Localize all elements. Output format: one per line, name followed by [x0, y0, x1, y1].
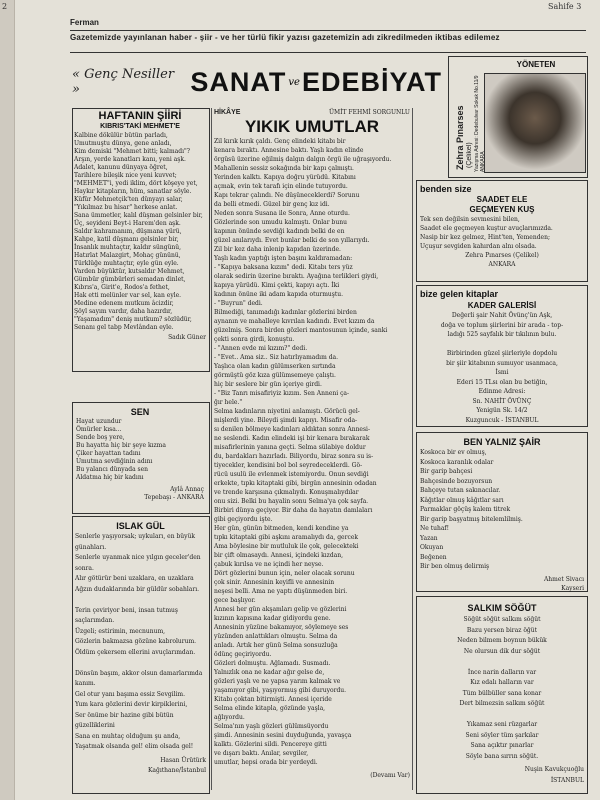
text-line: Ne tuhaf!: [420, 525, 450, 532]
banner-ve: ve: [288, 76, 300, 88]
text-line: Uçuşur sevgiden kahırdan alnı olsada.: [420, 243, 537, 250]
text-line: du, bardakları hazırladı. Biliyordu, biraz sonra su is-: [214, 453, 374, 460]
text-line: Küfür Mehmetçik'ten dünyayı salar,: [74, 196, 183, 203]
text-line: Annesi her gün akşamları gelip ve gözlerini: [214, 606, 347, 613]
text-line: kızının kapısına kadar gidiyordu gene.: [214, 615, 331, 622]
text-line: Tarihlere bileşik nice yeni kuvvet;: [74, 172, 177, 179]
text-line: Şöyl sayım vardır, daha hazırdır,: [74, 308, 173, 315]
text-line: Yazan: [420, 534, 438, 542]
text-line: Kâğıtlar olmuş kâğıtlar sarı: [420, 496, 504, 504]
text-line: Koskoca karanlık odalar: [420, 458, 494, 466]
text-line: Ser önüme bir hazine gibi bütün: [75, 711, 174, 719]
text-line: Seni söyler tüm şarkılar: [465, 731, 539, 739]
islak-lines: [75, 532, 206, 753]
page-number: Sahife 3: [548, 2, 582, 11]
haftanin-siiri: [74, 110, 206, 368]
banner-title-edebiyat: EDEBİYAT: [301, 66, 442, 97]
banner-title-sanat: SANAT: [190, 66, 287, 97]
text-line: tiyecekler, kendisini bol bol seyredeceklerdi. Gö-: [214, 462, 363, 469]
text-line: sı denilen bölmeye kadınları aldıktan sonra Annesi-: [214, 426, 371, 433]
text-line: Annesinin yüzüne bakamıyor, söylemeye ses: [214, 624, 349, 631]
text-line: Sende boş yere,: [76, 434, 125, 441]
text-line: da belli etmedi. Güzel bir genç kız idi.: [214, 201, 330, 208]
text-line: Ağzın dudaklarında bir güldür sobahları.: [75, 585, 200, 593]
text-line: Gel otur yanı başıma essiz Sevgilim.: [75, 690, 186, 698]
text-line: gibi geçiyordu işte.: [214, 516, 273, 523]
text-line: Yum kara gözlerini devir kirpiklerini,: [75, 701, 188, 708]
text-line: Sn. NAHİT ÖVÜNÇ: [472, 397, 532, 405]
text-line: Medine edenem mutkum âcizdir,: [74, 300, 174, 307]
text-line: ve trende karşısına çıkmalıydı. Konuşmalıydılar: [214, 489, 359, 496]
sen-title: SEN: [130, 407, 150, 417]
text-line: [75, 658, 206, 669]
haftanin-lines: [74, 132, 206, 332]
text-line: Bahçesinde bozuyorsun: [420, 477, 493, 485]
text-line: hiç bir seslere bir gün içeriye girdi.: [214, 381, 322, 388]
text-line: tıpkı kitaptaki gibi aşkını aramalıydı da, gercek: [214, 534, 359, 541]
text-line: Umutmuştu dünya, gene anladı,: [74, 140, 172, 147]
text-line: kadının önüne iki adam kapıda oturmuştu.: [214, 291, 344, 298]
text-line: yaşamıyor gibi, yaşıyormuş gibi duruyordu.: [214, 687, 347, 694]
text-line: Ne olursun dik dur söğüt: [463, 647, 541, 655]
text-line: Senlerle yaşıyorsak; uykuları, en büyük: [75, 533, 196, 540]
text-line: Umutma sevdiğinin adını: [76, 458, 153, 465]
text-line: sonra.: [75, 564, 94, 572]
text-line: Sana açıktır pınarlar: [470, 742, 534, 749]
text-line: Bu hayatta hiç bir şeye kızma: [76, 442, 166, 449]
salkim-sogut: [420, 602, 584, 790]
text-line: Gözlerin bakmazsa gözüne kabrolurum.: [75, 638, 197, 645]
text-line: Gözlerinde son umudu kalmıştı. Onlar bunu: [214, 219, 347, 226]
text-line: Yenigün Sk. 14/2: [476, 407, 528, 414]
previous-page-edge: [0, 0, 15, 800]
text-line: Parmaklar göçüş kalem titrek: [420, 506, 511, 513]
text-line: ne seslendi. Kadın elindeki işi bir kenara bırakarak: [214, 435, 370, 442]
salkim-lines: [420, 615, 584, 762]
hikaye-lines: [214, 137, 410, 767]
column-rule-left: [211, 108, 212, 790]
text-line: kalktı. Gözlerini sildi. Pencereye gitti: [214, 741, 327, 748]
text-line: Adalet, kanunu dünyaya öğret,: [74, 164, 168, 171]
text-line: Arşın, yerde kanatları kanı, yeni aşk.: [74, 156, 186, 163]
haftanin-subtitle: KIBRIS'TAKİ MEHMET'E: [100, 123, 180, 130]
benden-title: benden size: [420, 184, 472, 194]
header: [70, 18, 586, 42]
banner-subtitle: « Genç Nesiller »: [72, 67, 175, 97]
column-rule-right: [412, 108, 413, 790]
text-line: İsmi: [495, 369, 509, 376]
text-line: Yerinden kalktı. Kapıya doğru yürüdü. Kitabını: [214, 174, 356, 181]
text-line: Gözleri dolmuştu. Ağlamadı. Susmadı.: [214, 660, 331, 667]
text-line: Kız edalı halların var: [470, 679, 534, 686]
text-line: doğa ve toplum şiirlerini bir arada - top-: [440, 321, 564, 329]
text-line: Haykır kitapların, hüm, sanatlar söyle.: [74, 188, 192, 195]
text-line: umutlar, hepsi orada bir yerdeydi.: [214, 759, 318, 766]
text-line: Yalnızlık ona ne kadar ağır gelse de,: [214, 669, 325, 676]
text-line: İnce narin dalların var: [467, 668, 537, 676]
yalniz-author: Ahmet Sivacı: [543, 575, 584, 583]
islak-author: Hasan Ürütürk: [160, 756, 206, 764]
text-line: Yaşlıca olan kadın gülümserken sırtında: [214, 363, 336, 370]
text-line: erkekte, tıpkı kitaptaki gibi, birgün annesinin odadan: [214, 480, 377, 487]
text-line: Senlerle uyanmak nice yılgın geceler'den: [75, 554, 201, 561]
text-line: İnsanlık muhtaçtır, kaldır süngünü,: [74, 244, 182, 251]
text-line: Üç, seyideni Beyt-i Harem'den aşk.: [74, 220, 181, 227]
text-line: Kuzguncuk - İSTANBUL: [465, 416, 539, 424]
text-line: bir şiir kitabının sumuyor usanmaca,: [446, 359, 558, 367]
text-line: Okuyan: [420, 544, 444, 551]
sen-poem: [76, 406, 204, 510]
text-line: - "Biz Tanrı misafiriyiz kızım. Sen Anneni ça-: [214, 390, 350, 397]
text-line: - "Evet.. Ama siz.. Siz hatırlıyamadım da.: [214, 354, 339, 361]
text-line: Neden bilmem boynun bükük: [457, 637, 547, 644]
islak-gul-poem: [75, 520, 206, 790]
text-line: kapının önünde sevdiği kadındı belki de en: [214, 228, 345, 235]
text-line: Zil bir kez daha inlenip kapıdan üzerinde.: [214, 246, 341, 253]
text-line: Bir ben olmuş delirmiş: [420, 563, 490, 570]
text-line: ğır hele.": [214, 399, 243, 406]
text-line: mişlerdi yine. Bileydi şimdi kapıyı. Misafir oda-: [214, 417, 358, 424]
text-line: Üzgeli; estirimin, mecnunum,: [75, 627, 166, 635]
text-line: güzel anılarıydı. Evet bunlar belki de son yıllarıydı.: [214, 237, 370, 244]
text-line: örgüsü üzerine eğilmiş dalgın dalgın örgü ile uğraşıyordu.: [214, 156, 392, 163]
text-line: Kalbine dökülür bütün parladı,: [74, 132, 168, 139]
text-line: rücü usulü ile evlenmek istemiyordu. Onun sevdiği: [214, 471, 369, 478]
kitaplar-subtitle: KADER GALERİSİ: [467, 301, 537, 310]
text-line: Söğüt söğüt salkım söğüt: [463, 616, 541, 623]
text-line: Gümbür gümbürleri semadan dinlet,: [74, 276, 186, 283]
text-line: Kahpe, katil düşmanı gelsinler bir,: [74, 236, 179, 243]
text-line: ağlıyordu.: [214, 714, 245, 721]
benden-subtitle2: GEÇMEYEN KUŞ: [469, 205, 535, 214]
text-line: Bir garip başyatmış bitelemlilmiş.: [420, 515, 523, 523]
left-page-number: 2: [2, 2, 8, 11]
text-line: güzelliklerini: [75, 722, 115, 729]
text-line: Ama böylesine bir mutluluk ile çok, gelecekteki: [214, 543, 359, 550]
text-line: Kıbrıs'a, Girit'e, Rodos'a fethet,: [74, 284, 170, 291]
text-line: gece başlıyor.: [214, 597, 256, 604]
text-line: Ederi 15 TLsı olan bu betiğin,: [456, 378, 548, 386]
islak-place: Kağıthane/İstanbul: [147, 767, 206, 774]
text-line: Kitabı çoktan bitirmişti. Annesi içeride: [214, 696, 332, 703]
text-line: "Yaşamadım" deniş mutkum? sözlüdür,: [74, 316, 192, 323]
section-banner: [72, 60, 442, 104]
sen-lines: [76, 418, 204, 482]
text-line: kanım.: [75, 680, 96, 687]
text-line: misafirlerinin yanına geçti. Selma sülabiye doldur: [214, 444, 366, 451]
text-line: Dönsün başım, akkor olsun damarlarımda: [75, 669, 203, 677]
text-line: ladığı 525 sayfalık bir tıkılının bulu.: [447, 331, 557, 338]
text-line: Kim demiski "Mehmet bitti; kalmadı"?: [74, 148, 190, 155]
text-line: çekti sonra girdi, konuştu.: [214, 336, 295, 343]
benden-place: ANKARA: [488, 261, 516, 268]
editor-nick: (Çelikel): [466, 142, 473, 168]
text-line: Çiker hayattan tadını: [76, 450, 141, 457]
reprint-notice: Gazetemizde yayınlanan haber - şiir - ve her türlü fikir yazısı gazetemizin adı zikredilmeden iktibas edilemez: [70, 33, 500, 42]
text-line: günahları.: [75, 543, 107, 551]
editor-name: Zehra Pınarses: [455, 105, 465, 170]
text-line: Her gün, günün bitmeden, kendi kendine ya: [214, 525, 349, 532]
text-line: Bazu yersen biraz öğüt: [466, 626, 538, 634]
benden-author: Zehra Pınarses (Çelikel): [465, 252, 539, 259]
text-line: kenara bıraktı. Annesine baktı. Yaşlı kadın elinde: [214, 147, 364, 154]
text-line: Tek sen değilsin sevmesini bilen,: [420, 216, 520, 223]
text-line: Koskoca bir ev olmuş,: [420, 449, 487, 456]
text-line: Bilmediği, tanımadığı kadınlar gözlerini birden: [214, 309, 357, 316]
salkim-title: SALKIM SÖĞÜT: [467, 603, 537, 613]
benden-subtitle1: SAADET ELE: [476, 195, 528, 204]
text-line: Saldır kahramanım, düşmana yürü,: [74, 228, 182, 235]
text-line: Yaşlı kadın yaptığı işten başını kaldıramadan:: [214, 255, 353, 262]
editor-address: Yazışma Adresi: Dedebulvar Sokak No.11/9 ANKARA: [474, 75, 486, 172]
text-line: Tüm bülbüller sana konar: [462, 689, 542, 697]
text-line: - "Buyrun" dedi.: [214, 300, 263, 307]
salkim-author: Nuşin Kavukçuoğlu: [524, 766, 584, 773]
yalniz-lines: [420, 448, 584, 572]
ben-yalniz-sair: [420, 436, 584, 592]
text-line: Hak etti melünler var sel, kan eyle.: [74, 292, 182, 299]
text-line: Selma'nın yaşlı gözleri gülümsüyordu: [214, 723, 329, 730]
text-line: Öldüm çekersem ellerini avuçlarımdan.: [75, 648, 196, 656]
text-line: güzelmiş. Sonra birden gözleri mantosunun içinde, sanki: [214, 327, 388, 334]
text-line: Dört gözlerini bunun için, neler olacak sorunu: [214, 570, 355, 577]
header-rule: [70, 30, 586, 31]
text-line: olarak sedirin üzerine bıraktı. Ayağına terlikleri giydi,: [214, 273, 379, 280]
text-line: Yaşatmak olsanda gel! elim olsada gel!: [75, 743, 194, 750]
text-line: açmak, evin tek tarafı için elinde tutuyordu.: [214, 183, 348, 190]
text-line: Varden büyüktür, kutsaldır Mehmet,: [74, 268, 185, 275]
hikaye-story: [214, 108, 410, 788]
sen-author: Aylâ Annaç: [170, 486, 204, 493]
text-line: Türklüğe muhtaçtır, eyle gün eyle.: [74, 260, 179, 267]
text-line: onu sizi. Belki bu hayalin sonu Selma'ya çok sayfa.: [214, 498, 369, 505]
text-line: Alır götürür beni uzaklara, en uzaklara: [75, 575, 194, 582]
text-line: Neden sonra Susana ile Sonra, Anne oturdu.: [214, 210, 350, 217]
text-line: anladı. Artık her günü Selma sonsuzluğa: [214, 642, 338, 649]
text-line: Bir garip bahçesi: [420, 468, 473, 475]
header-bottom-rule: [70, 52, 586, 53]
text-line: neşesi belli. Ama ne yaptı düşünmeden biri.: [214, 588, 348, 595]
text-line: çabuk kırılsa ve ne içindi her neyse.: [214, 561, 324, 568]
salkim-place: İSTANBUL: [550, 776, 584, 784]
text-line: Dert bilmezsin salkım söğüt: [459, 700, 545, 707]
text-line: Birbiri dünya geçiyor. Bir daha da hayatın damlaları: [214, 507, 373, 514]
text-line: [75, 595, 206, 606]
haftanin-title: HAFTANIN ŞİİRİ: [98, 110, 182, 122]
text-line: Birbirinden güzel şiirleriyle dopdolu: [446, 350, 558, 357]
text-line: [420, 340, 584, 350]
ferman-label: Ferman: [70, 18, 99, 27]
text-line: yüzünden anlattıkları olmuştu. Selma da: [214, 633, 338, 640]
sen-place: Tepebaşı - ANKARA: [144, 494, 204, 501]
text-line: Selma elinde kitapla, gözünde yaşla,: [214, 705, 326, 712]
benden-lines: [420, 215, 584, 251]
text-line: kapıya yürüdü. Kimi çekti, kapıyı açtı. İki: [214, 282, 340, 289]
haftanin-author: Sadık Güner: [168, 334, 206, 341]
text-line: Mahallenin sessiz sokağında bir kapı çalmıştı.: [214, 165, 354, 172]
hikaye-title: YIKIK UMUTLAR: [244, 117, 380, 136]
text-line: Sana en muhtaç olduğum şu anda,: [75, 732, 181, 740]
text-line: Bu yalancı dünyada sen: [76, 466, 149, 473]
text-line: Hatırlat Malazgirt, Mohaç gününü,: [74, 252, 181, 259]
text-line: [420, 657, 584, 668]
text-line: Beğenen: [420, 553, 447, 561]
editor-heading: YÖNETEN: [516, 60, 556, 69]
text-line: Nasip bir kez gelmez, Hint'ten, Yemenden;: [420, 234, 550, 241]
benden-size: [420, 183, 584, 279]
text-line: bir çift olmasaydı. Annesi, içindeki kızdan,: [214, 552, 344, 559]
text-line: Aldatma hiç bir kadını: [76, 474, 144, 481]
text-line: - "Annen evde mi kızım?" dedi.: [214, 345, 308, 352]
text-line: Edinme Adresi:: [478, 388, 526, 395]
text-line: ve dışarı baktı. Anılar, sevgiler,: [214, 750, 309, 757]
text-line: Selma kadınların niyetini anlamıştı. Görücü gel-: [214, 408, 360, 415]
islak-title: ISLAK GÜL: [116, 521, 165, 531]
text-line: saçlarımdan.: [75, 617, 115, 624]
yalniz-place: Kayseri: [561, 585, 584, 592]
text-line: Yıkamaz seni rüzgarlar: [466, 721, 538, 728]
text-line: "Yıkılmaz bu hisar" herkese anlat.: [74, 204, 178, 211]
text-line: Değerli şair Nahit Övünç'ün Aşk,: [451, 312, 553, 319]
text-line: Saadet ele geçmeyen kuştur avuçlarımızda.: [420, 225, 553, 232]
text-line: gözleri yaşlı ve ne yapsa yarım kalmak ve: [214, 678, 341, 685]
text-line: Hayat uzundur: [76, 418, 122, 425]
text-line: aynanın ve mahalleye kıvrılan kadındı. Evet kızım da: [214, 318, 375, 325]
text-line: Kapı tekrar çalındı. Ne düşüneceklerdi? Sorunu: [214, 192, 360, 199]
text-line: ödünç geçiriyordu.: [214, 651, 272, 658]
text-line: - "Kapıya baksana kızım" dedi. Kitabı ters yüz: [214, 264, 353, 271]
text-line: çok sinir. Annesinin keyifli ve annesinin: [214, 579, 335, 586]
text-line: Zil kırık kırık çaldı. Genç elindeki kitabı bir: [214, 138, 346, 145]
text-line: Bahçeye tutan sakınacılar.: [420, 487, 501, 494]
hikaye-label: HİKÂYE: [214, 109, 241, 116]
text-line: [420, 710, 584, 721]
kitaplar-lines: [420, 311, 584, 425]
bize-gelen-kitaplar: [420, 288, 584, 423]
text-line: Söyle bana sırrın söğüt.: [465, 752, 539, 760]
kitaplar-title: bize gelen kitaplar: [420, 289, 499, 299]
hikaye-author: ÜMİT FEHMİ SORGUNLU: [328, 109, 410, 116]
text-line: Terin çeviriyor beni, insan tutmuş: [75, 606, 178, 614]
text-line: şimdi. Annesinin sesini duyduğunda, yavaşça: [214, 732, 352, 739]
text-line: görmüştü göz kıza gülümsemeye çalıştı.: [214, 372, 336, 379]
hikaye-continued: (Devamı Var): [370, 772, 410, 779]
yalniz-title: BEN YALNIZ ŞAİR: [463, 437, 541, 447]
text-line: Senanı gel tabp Mevlândan eyle.: [74, 324, 174, 331]
text-line: "MEHMET"i, yedi iklim, dört köşeye yet,: [74, 180, 198, 187]
text-line: Sana ümmetler, kalıl düşman gelsinler bir,: [74, 212, 203, 219]
editor-photo: [484, 73, 586, 173]
text-line: Ömürler kısa...: [76, 426, 122, 433]
